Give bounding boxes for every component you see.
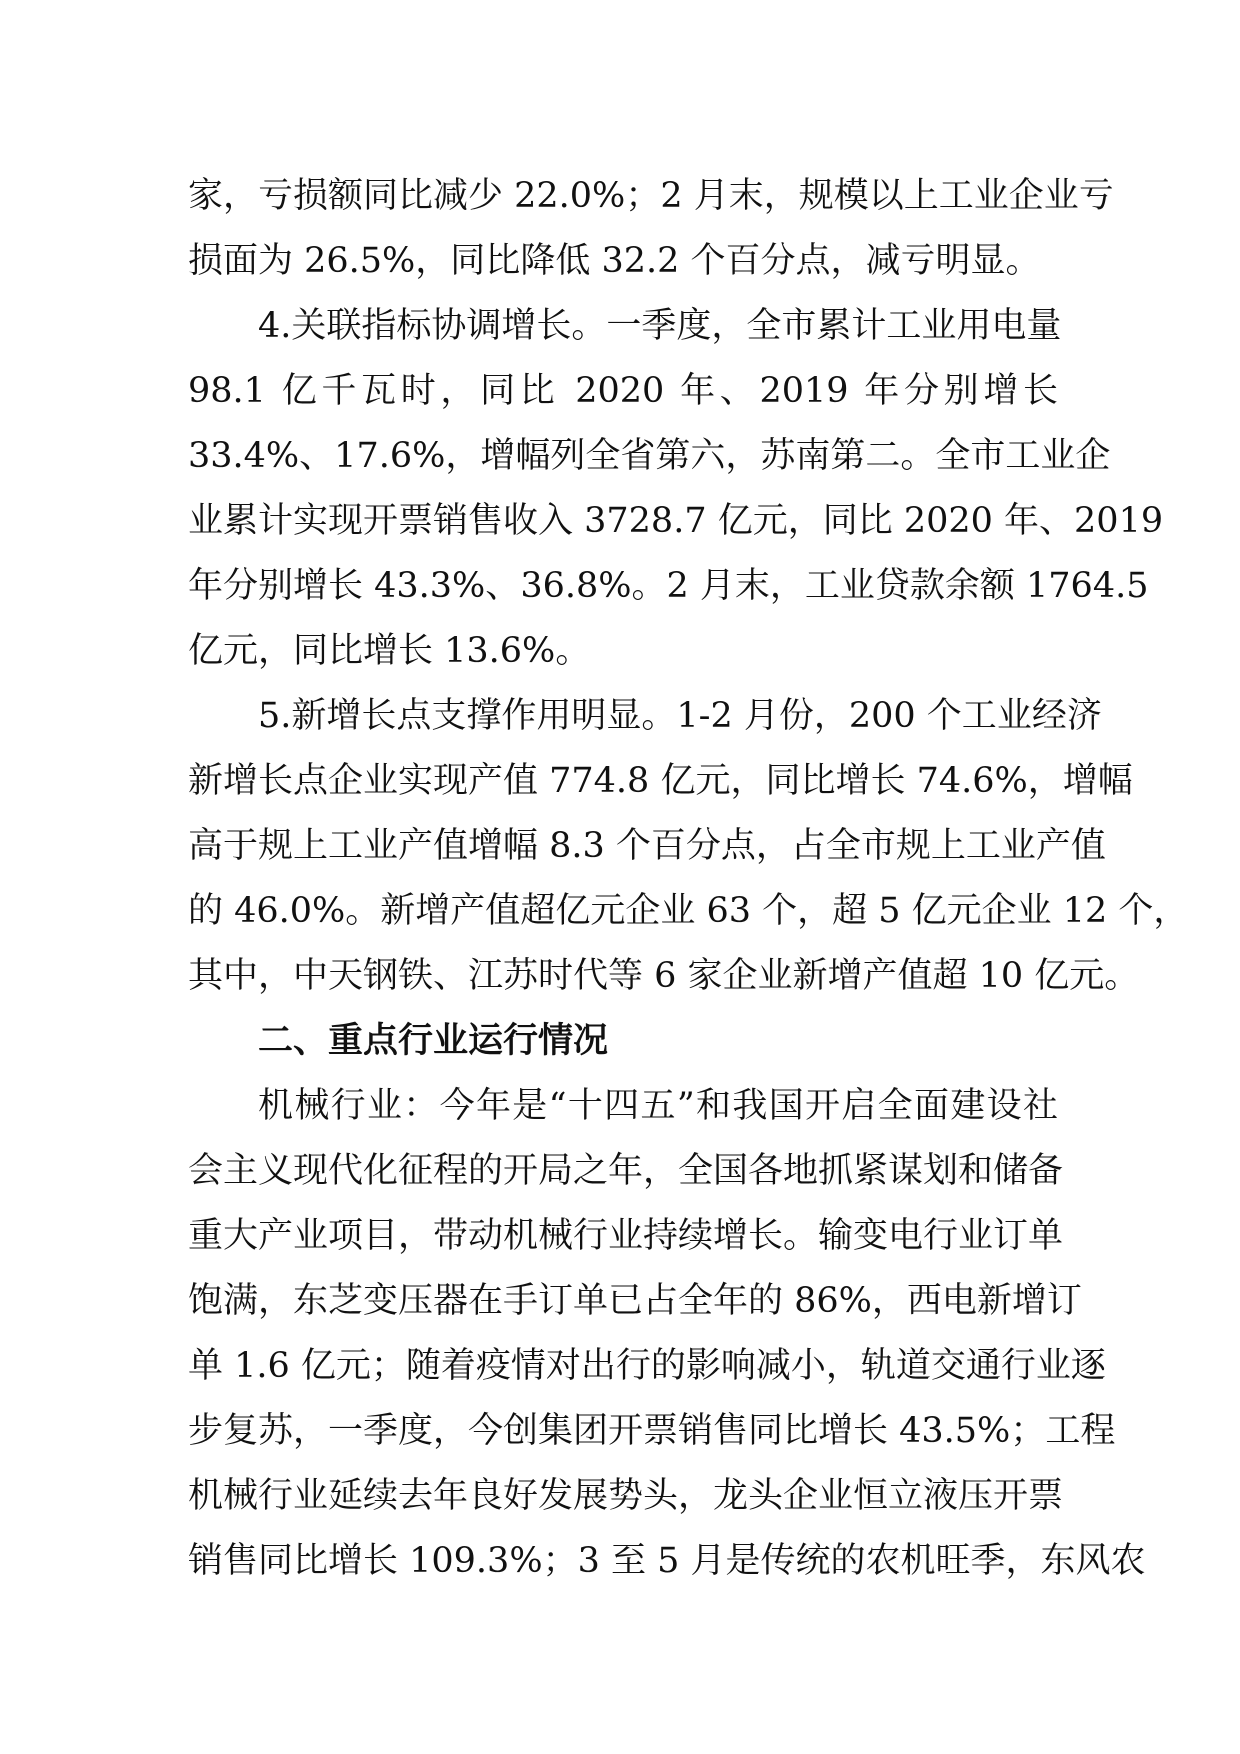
paragraph-start-line: 机械行业：今年是“十四五”和我国开启全面建设社 xyxy=(258,1086,1058,1126)
text-line: 年分别增长 43.3%、36.8%。2 月末，工业贷款余额 1764.5 xyxy=(188,566,1149,606)
text-line: 单 1.6 亿元；随着疫情对出行的影响减小，轨道交通行业逐 xyxy=(188,1346,1106,1386)
text-line: 机械行业延续去年良好发展势头，龙头企业恒立液压开票 xyxy=(188,1476,1064,1516)
text-line: 会主义现代化征程的开局之年，全国各地抓紧谋划和储备 xyxy=(188,1151,1064,1191)
text-line: 业累计实现开票销售收入 3728.7 亿元，同比 2020 年、2019 xyxy=(188,501,1164,541)
text-line: 的 46.0%。新增产值超亿元企业 63 个，超 5 亿元企业 12 个， xyxy=(188,891,1189,931)
paragraph-start-line: 4.关联指标协调增长。一季度，全市累计工业用电量 xyxy=(258,306,1062,346)
text-line: 高于规上工业产值增幅 8.3 个百分点，占全市规上工业产值 xyxy=(188,826,1106,866)
text-line: 销售同比增长 109.3%；3 至 5 月是传统的农机旺季，东风农 xyxy=(188,1541,1146,1581)
section-heading: 二、重点行业运行情况 xyxy=(258,1021,609,1061)
text-line: 步复苏，一季度，今创集团开票销售同比增长 43.5%；工程 xyxy=(188,1411,1116,1451)
text-line: 其中，中天钢铁、江苏时代等 6 家企业新增产值超 10 亿元。 xyxy=(188,956,1140,996)
text-line: 重大产业项目，带动机械行业持续增长。输变电行业订单 xyxy=(188,1216,1064,1256)
text-line: 家，亏损额同比减少 22.0%；2 月末，规模以上工业企业亏 xyxy=(188,176,1114,216)
text-line: 损面为 26.5%，同比降低 32.2 个百分点，减亏明显。 xyxy=(188,241,1041,281)
document-body xyxy=(188,164,1189,1594)
text-line: 亿元，同比增长 13.6%。 xyxy=(188,631,591,671)
text-line: 饱满，东芝变压器在手订单已占全年的 86%，西电新增订 xyxy=(188,1281,1082,1321)
text-line: 98.1 亿千瓦时，同比 2020 年、2019 年分别增长 xyxy=(188,371,1058,411)
paragraph-start-line: 5.新增长点支撑作用明显。1-2 月份，200 个工业经济 xyxy=(258,696,1102,736)
text-line: 33.4%、17.6%，增幅列全省第六，苏南第二。全市工业企 xyxy=(188,436,1111,476)
text-line: 新增长点企业实现产值 774.8 亿元，同比增长 74.6%，增幅 xyxy=(188,761,1133,801)
